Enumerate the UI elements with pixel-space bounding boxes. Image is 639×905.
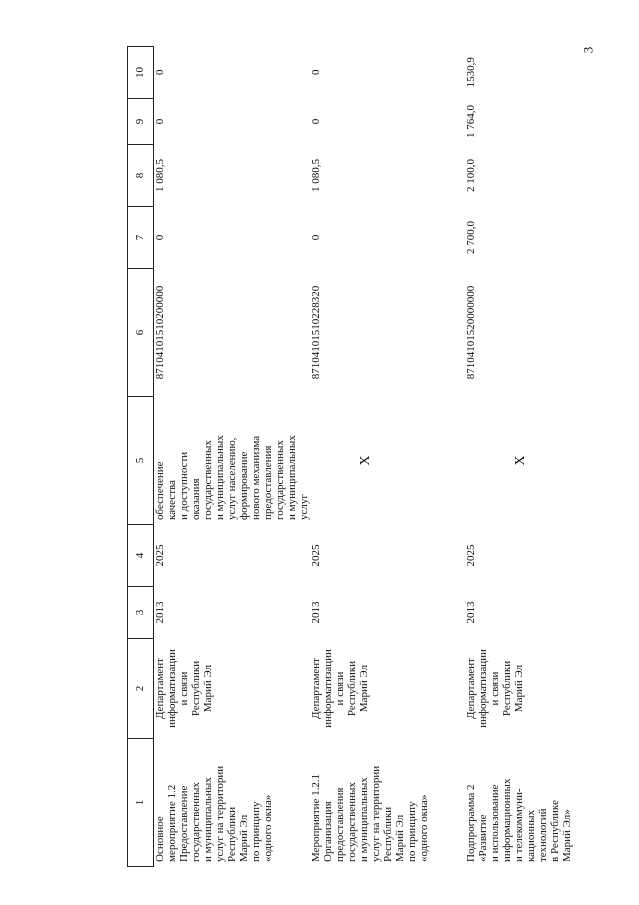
page-number: 3 [580, 46, 596, 54]
row-value-10: 1530,9 [465, 57, 477, 88]
rotated-table-wrapper [127, 47, 627, 867]
col-number-8: 8 [128, 145, 154, 207]
row-value-7: 0 [310, 234, 322, 241]
row-end-year: 2025 [465, 544, 477, 567]
row-executor: Департамент информатизации и связи Республики Марий Эл [154, 649, 214, 728]
table-row [465, 47, 625, 867]
col-number-1: 1 [128, 739, 154, 867]
row-name: Подпрограмма 2 «Развитие и использование информационных и телекоммуни- кационных технологий в Республике Марий Эл» [465, 778, 573, 862]
row-value-9: 0 [310, 118, 322, 125]
row-value-7: 2 700,0 [465, 221, 477, 254]
col-number-10: 10 [128, 47, 154, 99]
row-value-8: 1 080,5 [310, 159, 322, 192]
row-start-year: 2013 [465, 601, 477, 624]
col-number-6: 6 [128, 269, 154, 397]
row-executor: Департамент информатизации и связи Республики Марий Эл [465, 649, 525, 728]
column-number-row [128, 47, 154, 867]
col-number-9: 9 [128, 99, 154, 145]
col-number-3: 3 [128, 587, 154, 639]
row-start-year: 2013 [310, 601, 322, 624]
row-code: 87104101510228320 [310, 285, 322, 380]
row-value-10: 0 [310, 69, 322, 75]
row-value-7: 0 [154, 234, 166, 241]
row-value-8: 1 080,5 [154, 159, 166, 192]
row-purpose: Х [513, 455, 528, 466]
col-number-4: 4 [128, 525, 154, 587]
row-purpose: обеспечение качества и доступности оказания государственных и муниципальных услуг населению, формирование нового механизма предоставления государственных и муниципальных услуг [154, 435, 310, 520]
col-number-5: 5 [128, 397, 154, 525]
program-table [127, 46, 625, 867]
row-start-year: 2013 [154, 601, 166, 624]
row-value-8: 2 100,0 [465, 159, 477, 192]
table-row [310, 47, 465, 867]
row-value-9: 1 764,0 [465, 105, 477, 138]
row-name: Основное мероприятие 1.2 Предоставление государственных и муниципальных услуг на территории Республики Марий Эл по принципу «одного окна» [154, 765, 274, 862]
table-row [154, 47, 311, 867]
col-number-2: 2 [128, 639, 154, 739]
row-value-9: 0 [154, 118, 166, 125]
row-value-10: 0 [154, 69, 166, 75]
col-number-7: 7 [128, 207, 154, 269]
row-end-year: 2025 [310, 544, 322, 567]
row-end-year: 2025 [154, 544, 166, 567]
row-purpose: Х [358, 455, 373, 466]
row-name: Мероприятие 1.2.1 Организация предоставления государственных и муниципальных услуг на территории Республики Марий Эл по принципу «одного окна» [310, 765, 430, 862]
row-executor: Департамент информатизации и связи Республики Марий Эл [310, 649, 370, 728]
row-code: 87104101520000000 [465, 285, 477, 380]
row-code: 87104101510200000 [154, 285, 166, 380]
